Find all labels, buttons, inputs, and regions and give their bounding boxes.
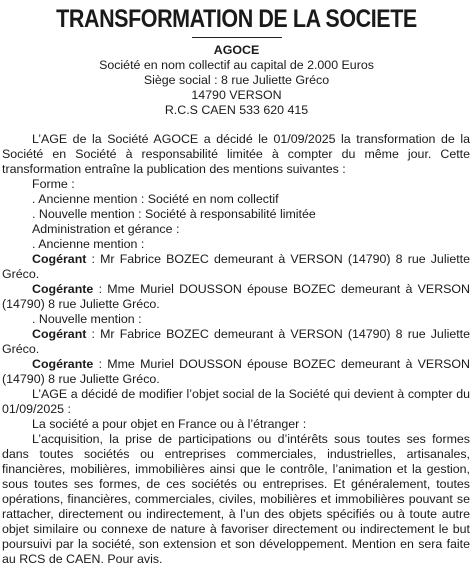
cogerant-label: Cogérant: [32, 327, 87, 341]
company-header: [0, 43, 473, 118]
cogerante-text: : Mme Muriel DOUSSON épouse BOZEC demeurant à VERSON (14790) 8 rue Juliette Gréco.: [2, 282, 470, 311]
company-form-capital: Société en nom collectif au capital de 2.000 Euros: [99, 58, 374, 72]
cogerant-label: Cogérant: [32, 252, 87, 266]
title-divider: [192, 37, 282, 38]
paragraph-transformation: L’AGE de la Société AGOCE a décidé le 01/09/2025 la transformation de la Société en Société à responsabilité limitée à compter du même jour. Cette transformation entraîne la publication des mentions suivantes :: [2, 132, 470, 176]
notice-title: TRANSFORMATION DE LA SOCIETE: [56, 5, 417, 33]
forme-new-mention: . Nouvelle mention : Société à responsabilité limitée: [32, 207, 316, 221]
company-city: 14790 VERSON: [191, 88, 282, 102]
company-name: AGOCE: [213, 43, 260, 57]
cogerante-old: [2, 282, 470, 312]
cogerante-label: Cogérante: [32, 282, 94, 296]
notice-body: [2, 132, 470, 567]
cogerante-text: : Mme Muriel DOUSSON épouse BOZEC demeurant à VERSON (14790) 8 rue Juliette Gréco.: [2, 357, 470, 386]
cogerant-text: : Mr Fabrice BOZEC demeurant à VERSON (14790) 8 rue Juliette Gréco.: [2, 252, 470, 281]
cogerant-text: : Mr Fabrice BOZEC demeurant à VERSON (14790) 8 rue Juliette Gréco.: [2, 327, 470, 356]
paragraph-objet-detail: L’acquisition, la prise de participations ou d’intérêts sous toutes ses formes dans toutes sociétés ou entreprises commerciales, industrielles, artisanales, financières, mobilières, immobilières ainsi que le contrôle, l’animation et la gestion, sous toutes ses formes, de ces sociétés ou entreprises. Et généralement, toutes opérations, financières, commerciales, civiles, mobilières et immobilières pouvant se rattacher, directement ou indirectement, à l’un des objets spécifiés ou à toute autre objet similaire ou connexe de nature à favoriser directement ou indirectement le but poursuivi par la société, son extension et son développement. Mention en sera faite au RCS de CAEN. Pour avis.: [2, 432, 470, 566]
cogerant-new: [2, 327, 470, 357]
admin-new-mention: . Nouvelle mention :: [32, 312, 142, 326]
cogerante-label: Cogérante: [32, 357, 94, 371]
company-seat: Siège social : 8 rue Juliette Gréco: [143, 73, 330, 87]
paragraph-objet-intro: La société a pour objet en France ou à l’étranger :: [32, 417, 307, 431]
heading-administration: Administration et gérance :: [32, 222, 180, 236]
cogerant-old: [2, 252, 470, 282]
admin-old-mention: . Ancienne mention :: [32, 237, 145, 251]
company-rcs: R.C.S CAEN 533 620 415: [164, 103, 309, 117]
heading-forme: Forme :: [32, 177, 75, 191]
cogerante-new: [2, 357, 470, 387]
forme-old-mention: . Ancienne mention : Société en nom collectif: [32, 192, 279, 206]
paragraph-objet: L’AGE a décidé de modifier l’objet social de la Société qui devient à compter du 01/09/2025 :: [2, 387, 470, 416]
